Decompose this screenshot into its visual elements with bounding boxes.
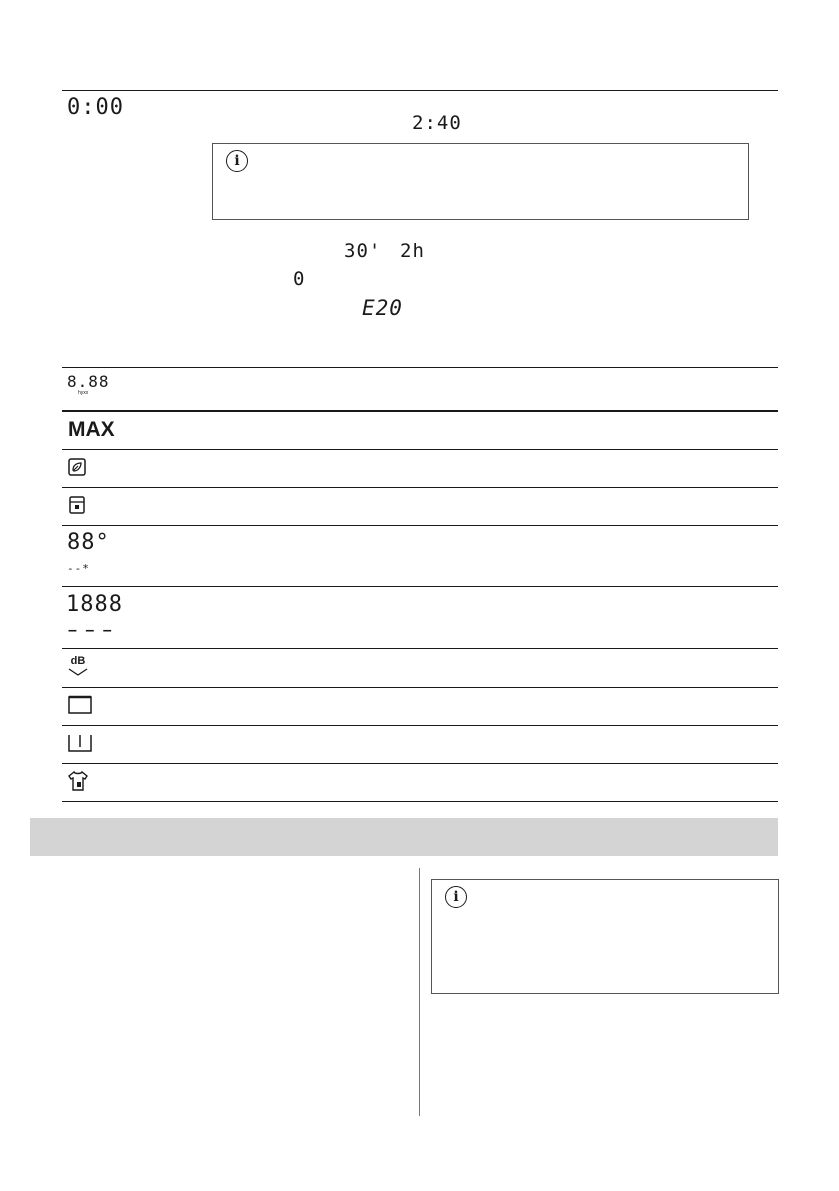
time-display-zero: 0:00 xyxy=(67,95,124,120)
db-label: dB xyxy=(70,655,86,667)
column-divider xyxy=(419,868,420,1116)
delay-display-zero: 0 xyxy=(293,268,306,290)
eco-icon xyxy=(67,457,87,477)
section-header-band xyxy=(30,818,778,856)
row-rule xyxy=(62,525,778,526)
upper-basket-icon xyxy=(67,733,93,753)
row-rule xyxy=(62,487,778,488)
row-rule xyxy=(62,367,778,368)
row-rule xyxy=(62,410,778,412)
row-rule xyxy=(62,687,778,688)
info-note-box xyxy=(212,143,749,220)
info-icon: i xyxy=(226,150,248,172)
counter-dash-display: – – – xyxy=(68,622,114,639)
row-rule xyxy=(62,725,778,726)
error-code-display: E20 xyxy=(362,296,403,320)
temperature-display: 88° xyxy=(67,530,110,555)
delay-display-2h: 2h xyxy=(400,240,425,262)
row-rule xyxy=(62,449,778,450)
time-display-example: 2:40 xyxy=(412,112,462,134)
table-top-rule xyxy=(62,90,778,91)
shirt-icon xyxy=(67,770,89,792)
hardness-caption: hyxx xyxy=(78,390,89,396)
row-rule xyxy=(62,586,778,587)
max-indicator: MAX xyxy=(68,418,115,441)
door-lock-icon xyxy=(67,495,87,515)
hardness-display: 8.88 xyxy=(67,372,110,391)
delay-display-30: 30' xyxy=(344,240,382,262)
chevron-down-icon xyxy=(67,667,89,677)
counter-display: 1888 xyxy=(66,592,123,617)
temperature-dash-display: --* xyxy=(67,562,90,575)
db-icon xyxy=(67,655,89,679)
drawer-icon xyxy=(67,695,93,715)
row-rule xyxy=(62,763,778,764)
table-bottom-rule xyxy=(62,801,778,802)
info-note-box-right xyxy=(431,879,779,994)
info-icon: i xyxy=(445,886,467,908)
row-rule xyxy=(62,648,778,649)
